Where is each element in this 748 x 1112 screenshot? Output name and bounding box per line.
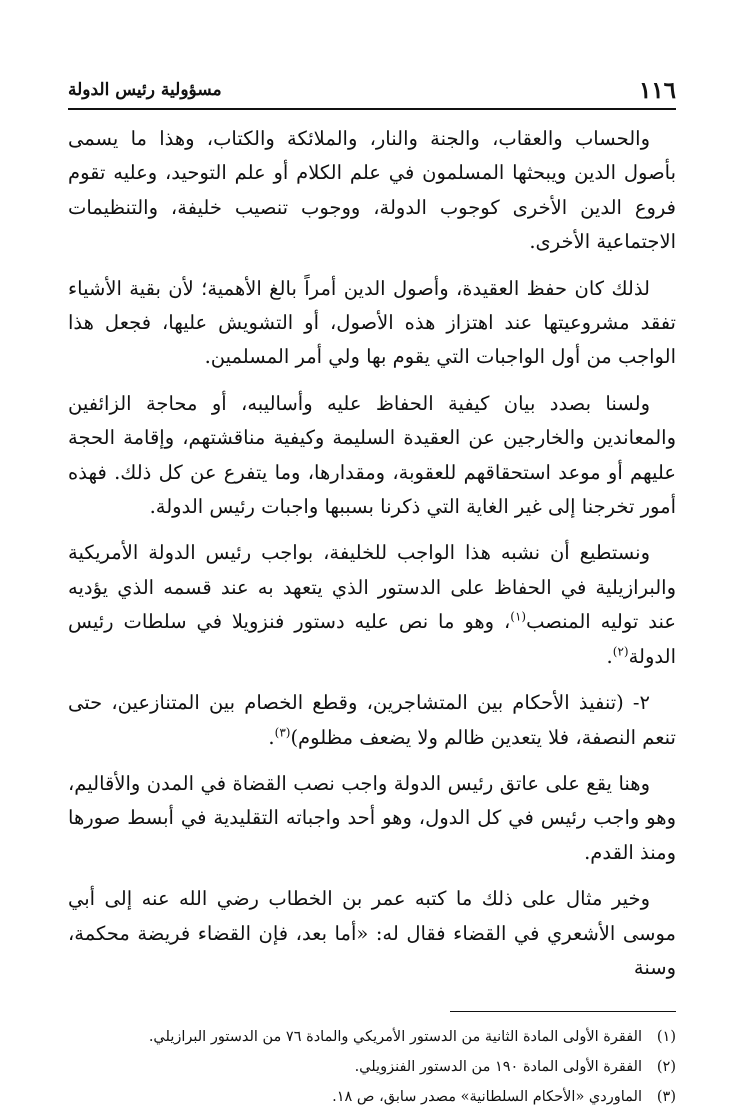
running-title: مسؤولية رئيس الدولة	[68, 80, 222, 100]
footnote-3	[68, 1082, 676, 1112]
footnote-divider	[450, 1011, 676, 1012]
footnote-2	[68, 1052, 676, 1082]
page-number: ١١٦	[638, 76, 676, 104]
paragraph-4-text-c: .	[606, 644, 613, 668]
paragraph-3: ولسنا بصدد بيان كيفية الحفاظ عليه وأساليبه، أو محاجة الزائفين والمعاندين والخارجين عن العقيدة السليمة وكيفية مناقشتهم، وإقامة الحجة عليهم أو موعد استحقاقهم للعقوبة، ومقدارها، وما يتفرع عن كل ذلك. فهذه أمور تخرجنا إلى غير الغاية التي ذكرنا بسببها واجبات رئيس الدولة.	[68, 391, 676, 519]
page-body	[68, 122, 676, 985]
book-page	[68, 72, 676, 1106]
paragraph-2: لذلك كان حفظ العقيدة، وأصول الدين أمراً بالغ الأهمية؛ لأن بقية الأشياء تفقد مشروعيتها عند اهتزاز هذه الأصول، أو التشويش عليها، فجعل هذا الواجب من أول الواجبات التي يقوم بها ولي أمر المسلمين.	[68, 276, 676, 369]
footnote-number: (١)	[656, 1029, 676, 1046]
paragraph-5-end: .	[268, 725, 275, 749]
page-header	[68, 72, 676, 110]
paragraph-4-text-a: ونستطيع أن نشبه هذا الواجب للخليفة، بواجب رئيس الدولة الأمريكية والبرازيلية في الحفاظ على الدستور الذي يتعهد به عند قسمه الذي يؤديه عند توليه المنصب	[68, 541, 676, 634]
footnote-1	[68, 1022, 676, 1052]
footnote-ref-3[interactable]: (٣)	[274, 725, 291, 739]
paragraph-1: والحساب والعقاب، والجنة والنار، والملائكة والكتاب، وهذا ما يسمى بأصول الدين ويبحثها المسلمون في علم الكلام أو علم التوحيد، وعليه تقوم فروع الدين الأخرى كوجوب الدولة، ووجوب تنصيب خليفة، والتنظيمات الاجتماعية الأخرى.	[68, 127, 676, 254]
footnote-text: الفقرة الأولى المادة الثانية من الدستور الأمريكي والمادة ٧٦ من الدستور البرازيلي.	[148, 1029, 642, 1046]
paragraph-5	[68, 686, 676, 755]
footnote-text: الفقرة الأولى المادة ١٩٠ من الدستور الفنزويلي.	[354, 1059, 642, 1076]
footnote-text: الماوردي «الأحكام السلطانية» مصدر سابق، ص ١٨.	[332, 1089, 642, 1106]
paragraph-4-text-b: ، وهو ما نص عليه دستور فنزويلا في سلطات رئيس الدولة	[68, 610, 676, 668]
footnote-ref-2[interactable]: (٢)	[612, 644, 629, 659]
footnotes	[68, 1022, 676, 1112]
footnote-ref-1[interactable]: (١)	[510, 609, 527, 624]
paragraph-5-text: ٢- (تنفيذ الأحكام بين المتشاجرين، وقطع الخصام بين المتنازعين، حتى تنعم النصفة، فلا يتعدين ظالم ولا يضعف مظلوم)	[68, 691, 676, 749]
paragraph-6: وهنا يقع على عاتق رئيس الدولة واجب نصب القضاة في المدن والأقاليم، وهو واجب رئيس في كل الدول، وهو أحد واجباته التقليدية في أبسط صورها ومنذ القدم.	[68, 771, 676, 864]
footnote-number: (٣)	[656, 1089, 676, 1106]
paragraph-7: وخير مثال على ذلك ما كتبه عمر بن الخطاب رضي الله عنه إلى أبي موسى الأشعري في القضاء فقال له: «أما بعد، فإن القضاء فريضة محكمة، وسنة	[68, 887, 676, 979]
paragraph-4	[68, 536, 676, 674]
footnote-number: (٢)	[656, 1059, 676, 1076]
